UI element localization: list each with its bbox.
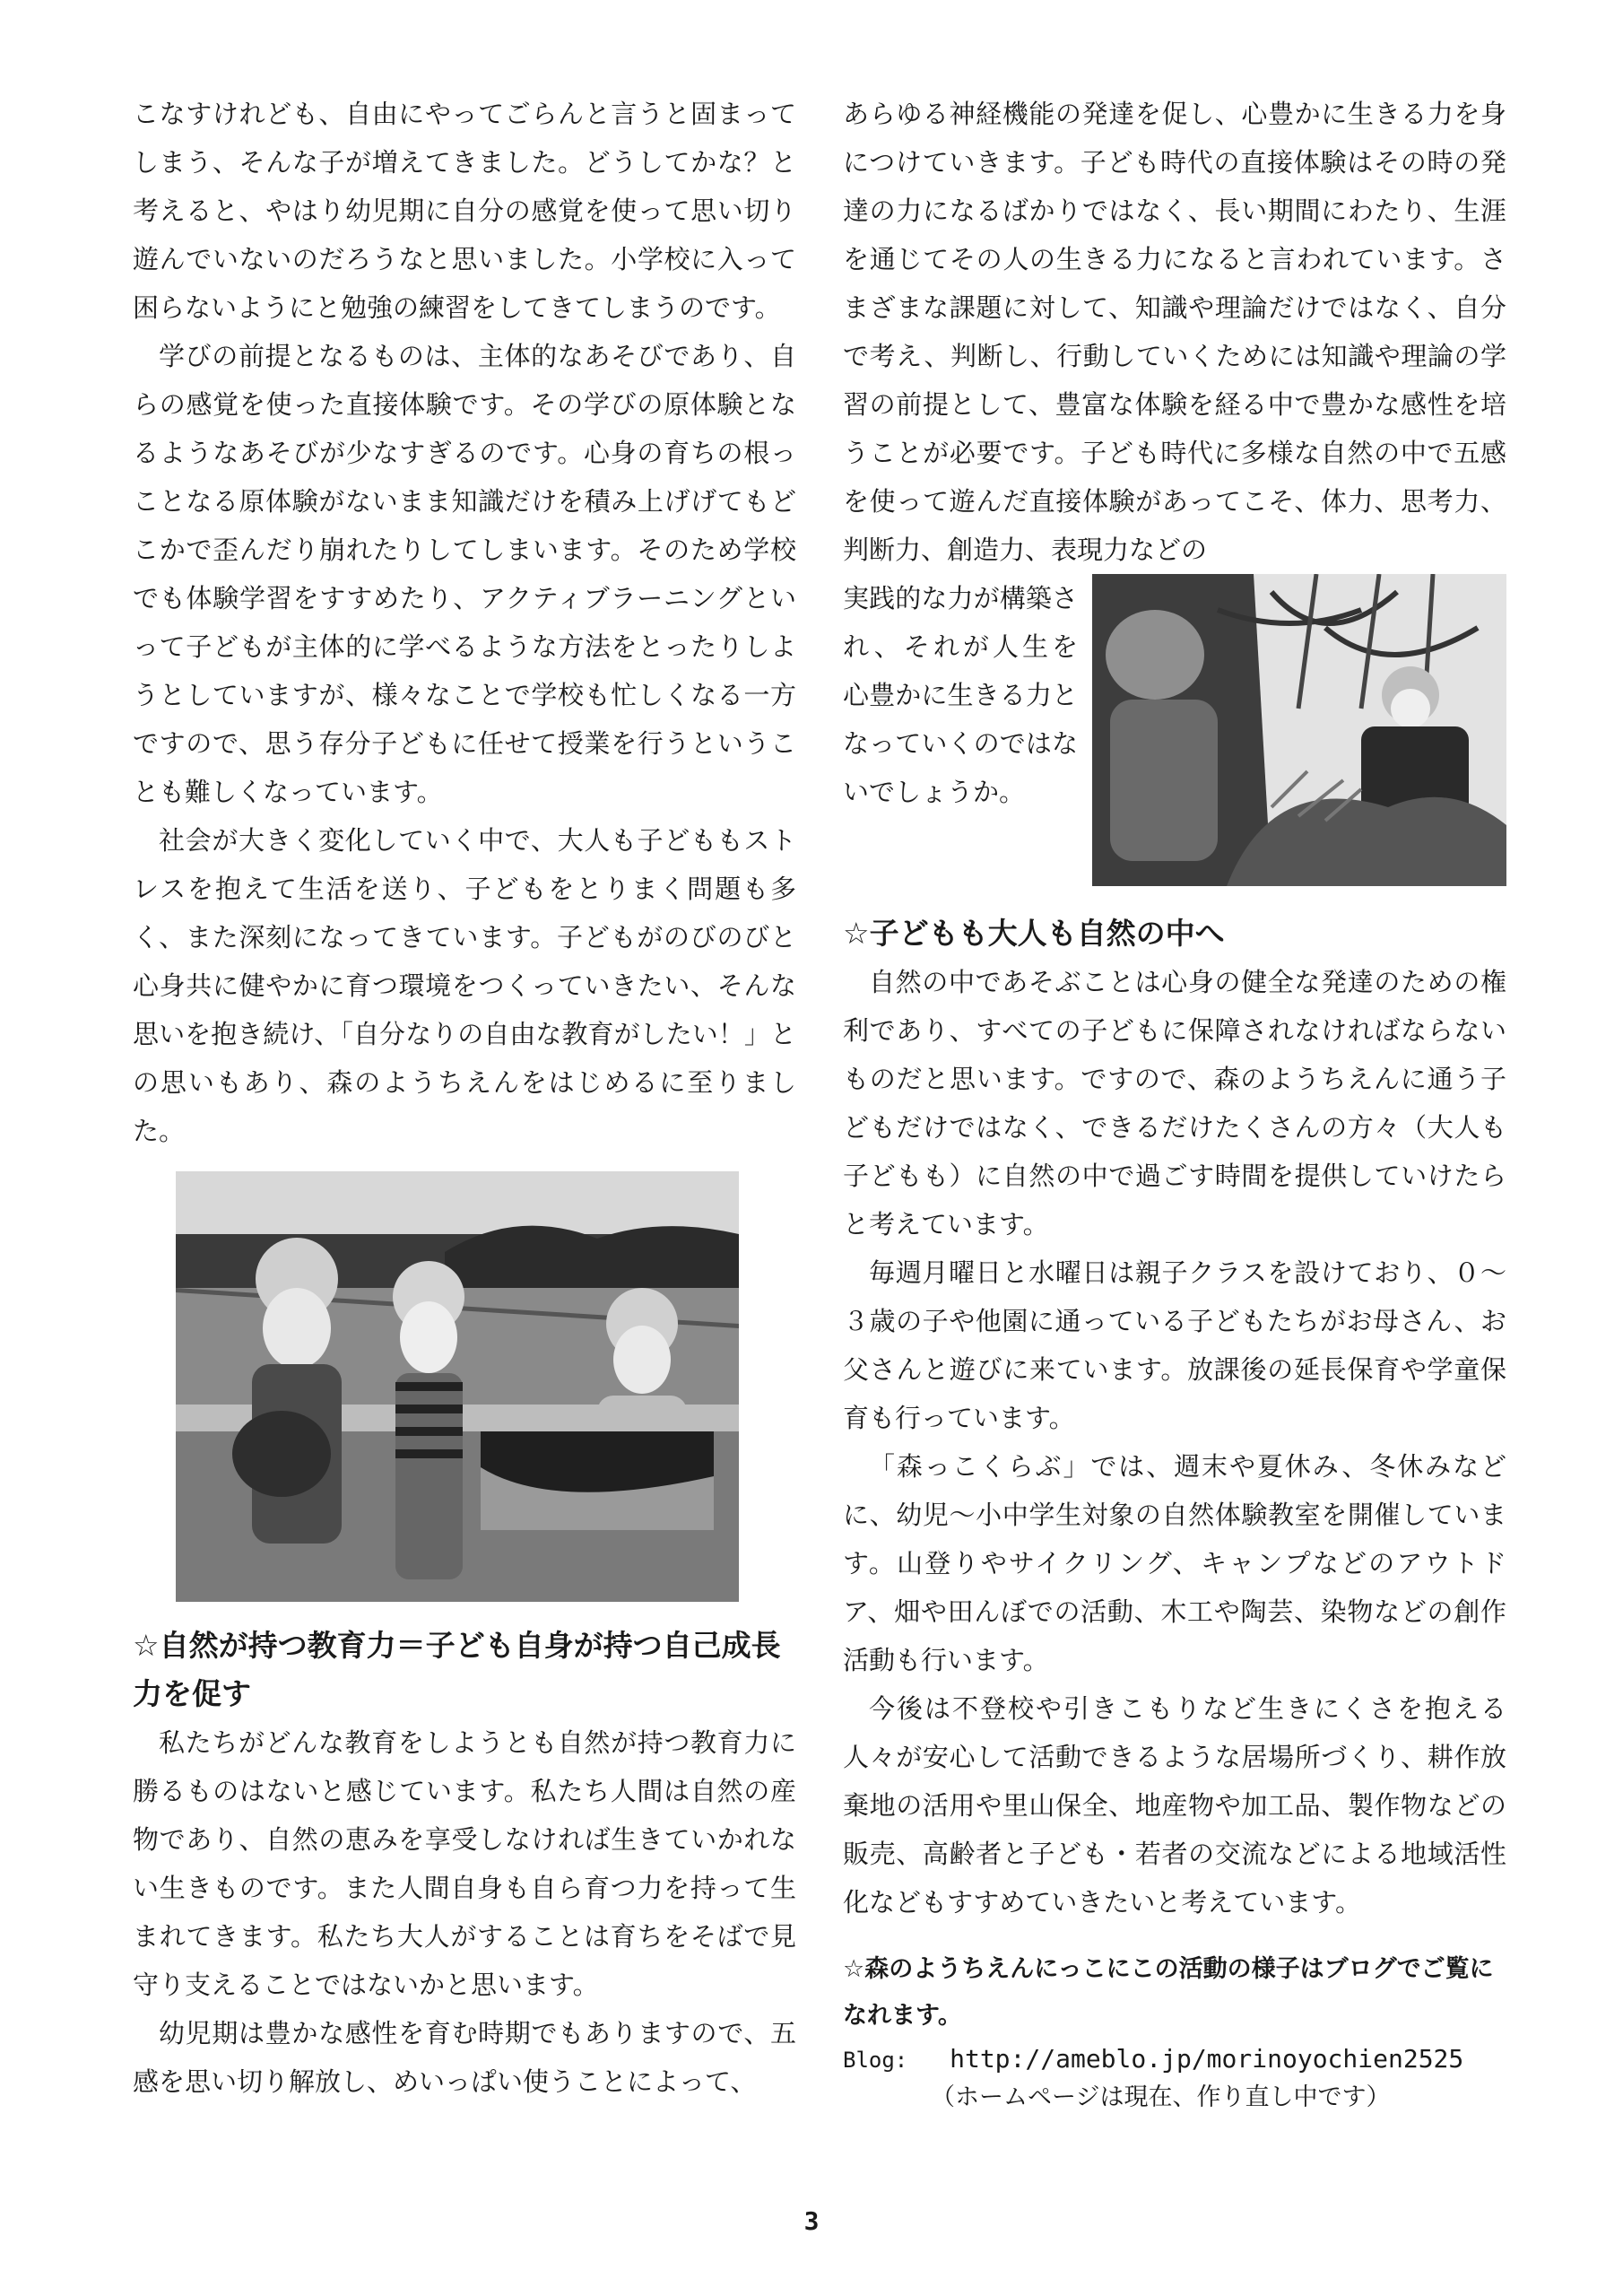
paragraph: あらゆる神経機能の発達を促し、心豊かに生きる力を身につけていきます。子ども時代の直接体験はその時の発達の力になるばかりではなく、長い期間にわたり、生涯を通じてその人の生きる力になると言われています。さまざまな課題に対して、知識や理論だけではなく、自分で考え、判断し、行動していくためには知識や理論の学習の前提として、豊富な体験を経る中で豊かな感性を培うことが必要です。子ども時代に多様な自然の中で五感を使って遊んだ直接体験があってこそ、体力、思考力、判断力、創造力、表現力などの xyxy=(843,99,1506,565)
photo-child-vegetables-image xyxy=(1092,574,1506,886)
blog-label: Blog: xyxy=(843,2048,908,2073)
paragraph: こなすけれども、自由にやってごらんと言うと固まってしまう、そんな子が増えてきました。どうしてかな？と考えると、やはり幼児期に自分の感覚を使って思い切り遊んでいないのだろうなと思いました。小学校に入って困らないようにと勉強の練習をしてきてしまうのです。 xyxy=(133,99,796,323)
blog-note: ☆森のようちえんにっこにこの活動の様子はブログでご覧になれます。 xyxy=(843,1955,1494,2030)
blog-subnote: （ホームページは現在、作り直し中です） xyxy=(931,2083,1391,2111)
photo-text-wrap xyxy=(843,574,1506,886)
paragraph: 私たちがどんな教育をしようとも自然が持つ教育力に勝るものはないと感じています。私たち人間は自然の産物であり、自然の恵みを享受しなければ生きていかれない生きものです。また人間自身も自ら育つ力を持って生まれてきます。私たち大人がすることは育ちをそばで見守り支えることではないかと思います。 xyxy=(133,1727,796,2000)
paragraph: 「森っこくらぶ」では、週末や夏休み、冬休みなどに、幼児～小中学生対象の自然体験教室を開催しています。山登りやサイクリング、キャンプなどのアウトドア、畑や田んぼでの活動、木工や陶芸、染物などの創作活動も行います。 xyxy=(843,1451,1506,1675)
paragraph: 学びの前提となるものは、主体的なあそびであり、自らの感覚を使った直接体験です。その学びの原体験となるようなあそびが少なすぎるのです。心身の育ちの根っことなる原体験がないまま知識だけを積み上げげてもどこかで歪んだり崩れたりしてしまいます。そのため学校でも体験学習をすすめたり、アクティブラーニングといって子どもが主体的に学べるような方法をとったりしようとしていますが、様々なことで学校も忙しくなる一方ですので、思う存分子どもに任せて授業を行うということも難しくなっています。 xyxy=(133,341,796,807)
photo-child-vegetables xyxy=(1092,574,1506,886)
section-heading: ☆自然が持つ教育力＝子ども自身が持つ自己成長力を促す xyxy=(133,1628,781,1711)
page-number: 3 xyxy=(803,2206,820,2236)
paragraph: 毎週月曜日と水曜日は親子クラスを設けており、０～３歳の子や他園に通っている子どもたちがお母さん、お父さんと遊びに来ています。放課後の延長保育や学童保育も行っています。 xyxy=(843,1257,1506,1433)
paragraph: 自然の中であそぶことは心身の健全な発達のための権利であり、すべての子どもに保障されなければならないものだと思います。ですので、森のようちえんに通う子どもだけではなく、できるだけたくさんの方々（大人も子どもも）に自然の中で過ごす時間を提供していけたらと考えています。 xyxy=(843,967,1506,1239)
blog-url-link[interactable]: http://ameblo.jp/morinoyochien2525 xyxy=(950,2044,1464,2074)
paragraph: 実践的な力が構築され、それが人生を心豊かに生きる力となっていくのではないでしょうか。 xyxy=(843,583,1078,807)
paragraph: 今後は不登校や引きこもりなど生きにくさを抱える人々が安心して活動できるような居場所づくり、耕作放棄地の活用や里山保全、地産物や加工品、製作物などの販売、高齢者と子ども・若者の交流などによる地域活性化などもすすめていきたいと考えています。 xyxy=(843,1693,1506,1918)
paragraph: 幼児期は豊かな感性を育む時期でもありますので、五感を思い切り解放し、めいっぱい使うことによって、 xyxy=(133,2018,796,2097)
photo-children-harvest-image xyxy=(176,1171,739,1602)
left-column xyxy=(133,90,796,2106)
right-column xyxy=(843,90,1506,2116)
section-heading: ☆子どもも大人も自然の中へ xyxy=(843,916,1225,951)
photo-children-harvest xyxy=(176,1171,739,1602)
blog-line xyxy=(843,2039,1506,2080)
paragraph: 社会が大きく変化していく中で、大人も子どももストレスを抱えて生活を送り、子どもをとりまく問題も多く、また深刻になってきています。子どもがのびのびと心身共に健やかに育つ環境をつくっていきたい、そんな思いを抱き続け、「自分なりの自由な教育がしたい！」との思いもあり、森のようちえんをはじめるに至りました。 xyxy=(133,825,796,1146)
